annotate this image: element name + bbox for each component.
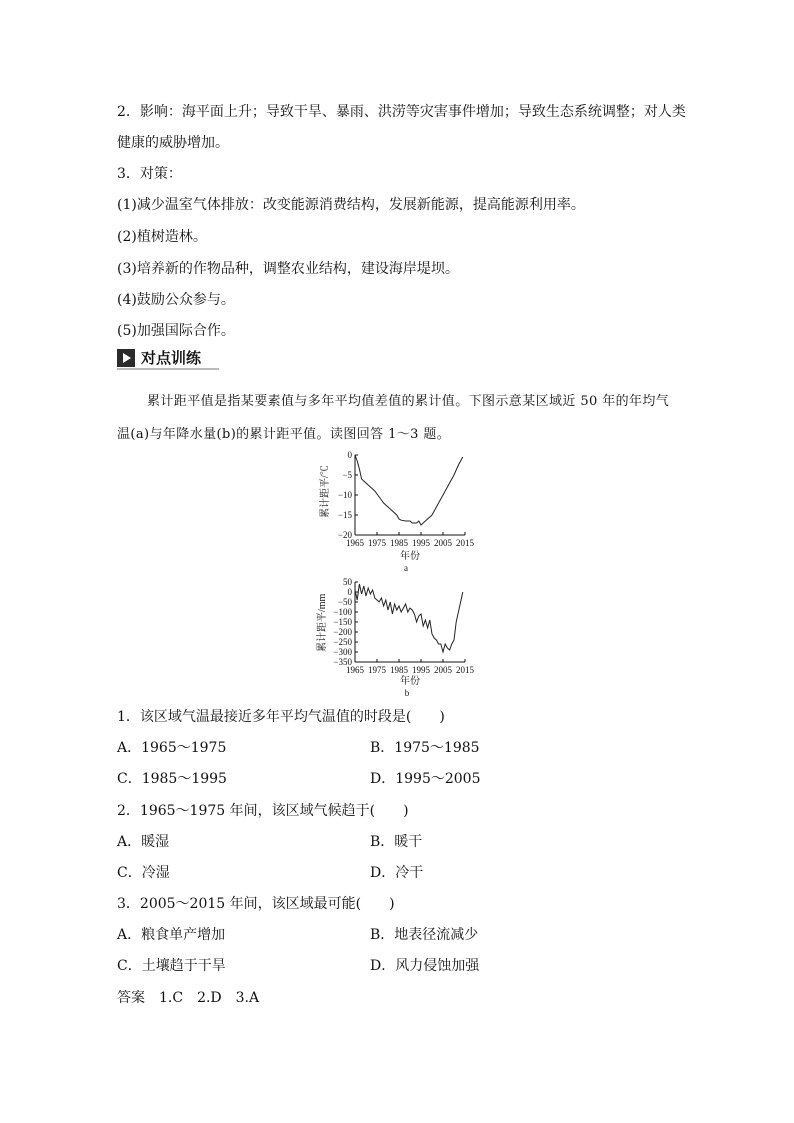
question-2-option-b[interactable]: B．暖干: [370, 834, 423, 850]
chart-b-ytick-label: −350: [333, 657, 352, 667]
question-3-option-d[interactable]: D．风力侵蚀加强: [370, 958, 480, 974]
chart-a-xtick-label: 1985: [390, 538, 408, 548]
chart-a-xtick-label: 2005: [434, 538, 452, 548]
chart-a-xtick-label: 2015: [456, 538, 474, 548]
chart-a-xtick-label: 1995: [412, 538, 430, 548]
question-2-option-a[interactable]: A．暖湿: [117, 834, 170, 850]
chart-b-xtick-label: 1975: [368, 665, 386, 675]
chart-b-series-line: [355, 584, 463, 652]
chart-b-ytick-label: −100: [333, 607, 352, 617]
chart-b-svg: [310, 576, 490, 704]
chart-a-ylabel: 累计距平/℃: [320, 465, 331, 518]
chart-a-ytick-label: −10: [337, 490, 352, 500]
chart-b-ytick-label: −300: [333, 647, 352, 657]
chart-b-ytick-label: 50: [343, 577, 352, 587]
play-arrow-icon: [117, 349, 135, 367]
question-3-option-a[interactable]: A．粮食单产增加: [117, 927, 226, 943]
chart-b-caption: b: [404, 688, 410, 698]
chart-a-ytick-label: −20: [337, 530, 352, 540]
chart-b-xtick-label: 2015: [456, 665, 474, 675]
chart-b-xtick-label: 1995: [412, 665, 430, 675]
chart-a-caption: a: [404, 563, 408, 573]
chart-b-ytick-label: −250: [333, 637, 352, 647]
chart-b-xtick-label: 2005: [434, 665, 452, 675]
chart-a-ytick-label: −15: [337, 510, 352, 520]
question-3-stem: 3．2005～2015 年间，该区域最可能( ): [117, 896, 395, 912]
chart-b: [310, 576, 490, 704]
chart-a: [310, 448, 490, 576]
chart-b-ytick-label: −200: [333, 627, 352, 637]
question-1-stem: 1．该区域气温最接近多年平均气温值的时段是( ): [117, 709, 445, 725]
question-1-option-b[interactable]: B．1975～1985: [370, 740, 480, 756]
question-3-option-c[interactable]: C．土壤趋于干旱: [117, 958, 226, 974]
measure-item-1: (1)减少温室气体排放：改变能源消费结构，发展新能源，提高能源利用率。: [117, 197, 585, 213]
chart-a-xtick-label: 1965: [346, 538, 364, 548]
paragraph-impact-line1: 2．影响：海平面上升；导致干旱、暴雨、洪涝等灾害事件增加；导致生态系统调整；对人类: [117, 104, 686, 120]
measure-item-3: (3)培养新的作物品种，调整农业结构，建设海岸堤坝。: [117, 261, 459, 277]
chart-a-series-line: [355, 455, 463, 525]
question-2-stem: 2．1965～1975 年间，该区域气候趋于( ): [117, 803, 409, 819]
question-2-option-d[interactable]: D．冷干: [370, 865, 424, 881]
section-underline: [117, 368, 219, 370]
paragraph-measures: 3．对策：: [117, 166, 182, 182]
chart-a-xlabel: 年份: [400, 551, 420, 562]
question-1-option-c[interactable]: C．1985～1995: [117, 771, 227, 787]
section-title: 对点训练: [141, 349, 202, 367]
question-2-option-c[interactable]: C．冷湿: [117, 865, 170, 881]
intro-line2: 温(a)与年降水量(b)的累计距平值。读图回答 1～3 题。: [117, 427, 451, 442]
question-1-option-a[interactable]: A．1965～1975: [117, 740, 227, 756]
section-heading: [117, 347, 219, 369]
chart-b-ytick-label: 0: [347, 587, 352, 597]
chart-b-xlabel: 年份: [400, 676, 420, 687]
chart-b-ylabel: 累计距平/mm: [317, 593, 328, 652]
chart-a-svg: [310, 448, 490, 576]
chart-a-ytick-label: 0: [347, 450, 352, 460]
chart-b-ytick-label: −150: [333, 617, 352, 627]
measure-item-2: (2)植树造林。: [117, 229, 207, 245]
chart-b-ytick-label: −50: [337, 597, 352, 607]
chart-a-ytick-label: −5: [342, 470, 352, 480]
question-3-option-b[interactable]: B．地表径流减少: [370, 927, 479, 943]
measure-item-4: (4)鼓励公众参与。: [117, 292, 235, 308]
chart-a-xtick-label: 1975: [368, 538, 386, 548]
paragraph-impact-line2: 健康的威胁增加。: [117, 135, 229, 151]
measure-item-5: (5)加强国际合作。: [117, 323, 235, 339]
chart-b-xtick-label: 1965: [346, 665, 364, 675]
answer-key: 答案 1.C 2.D 3.A: [117, 990, 260, 1006]
intro-line1: 累计距平值是指某要素值与多年平均值差值的累计值。下图示意某区域近 50 年的年均气: [147, 394, 670, 409]
chart-b-xtick-label: 1985: [390, 665, 408, 675]
question-1-option-d[interactable]: D．1995～2005: [370, 771, 481, 787]
